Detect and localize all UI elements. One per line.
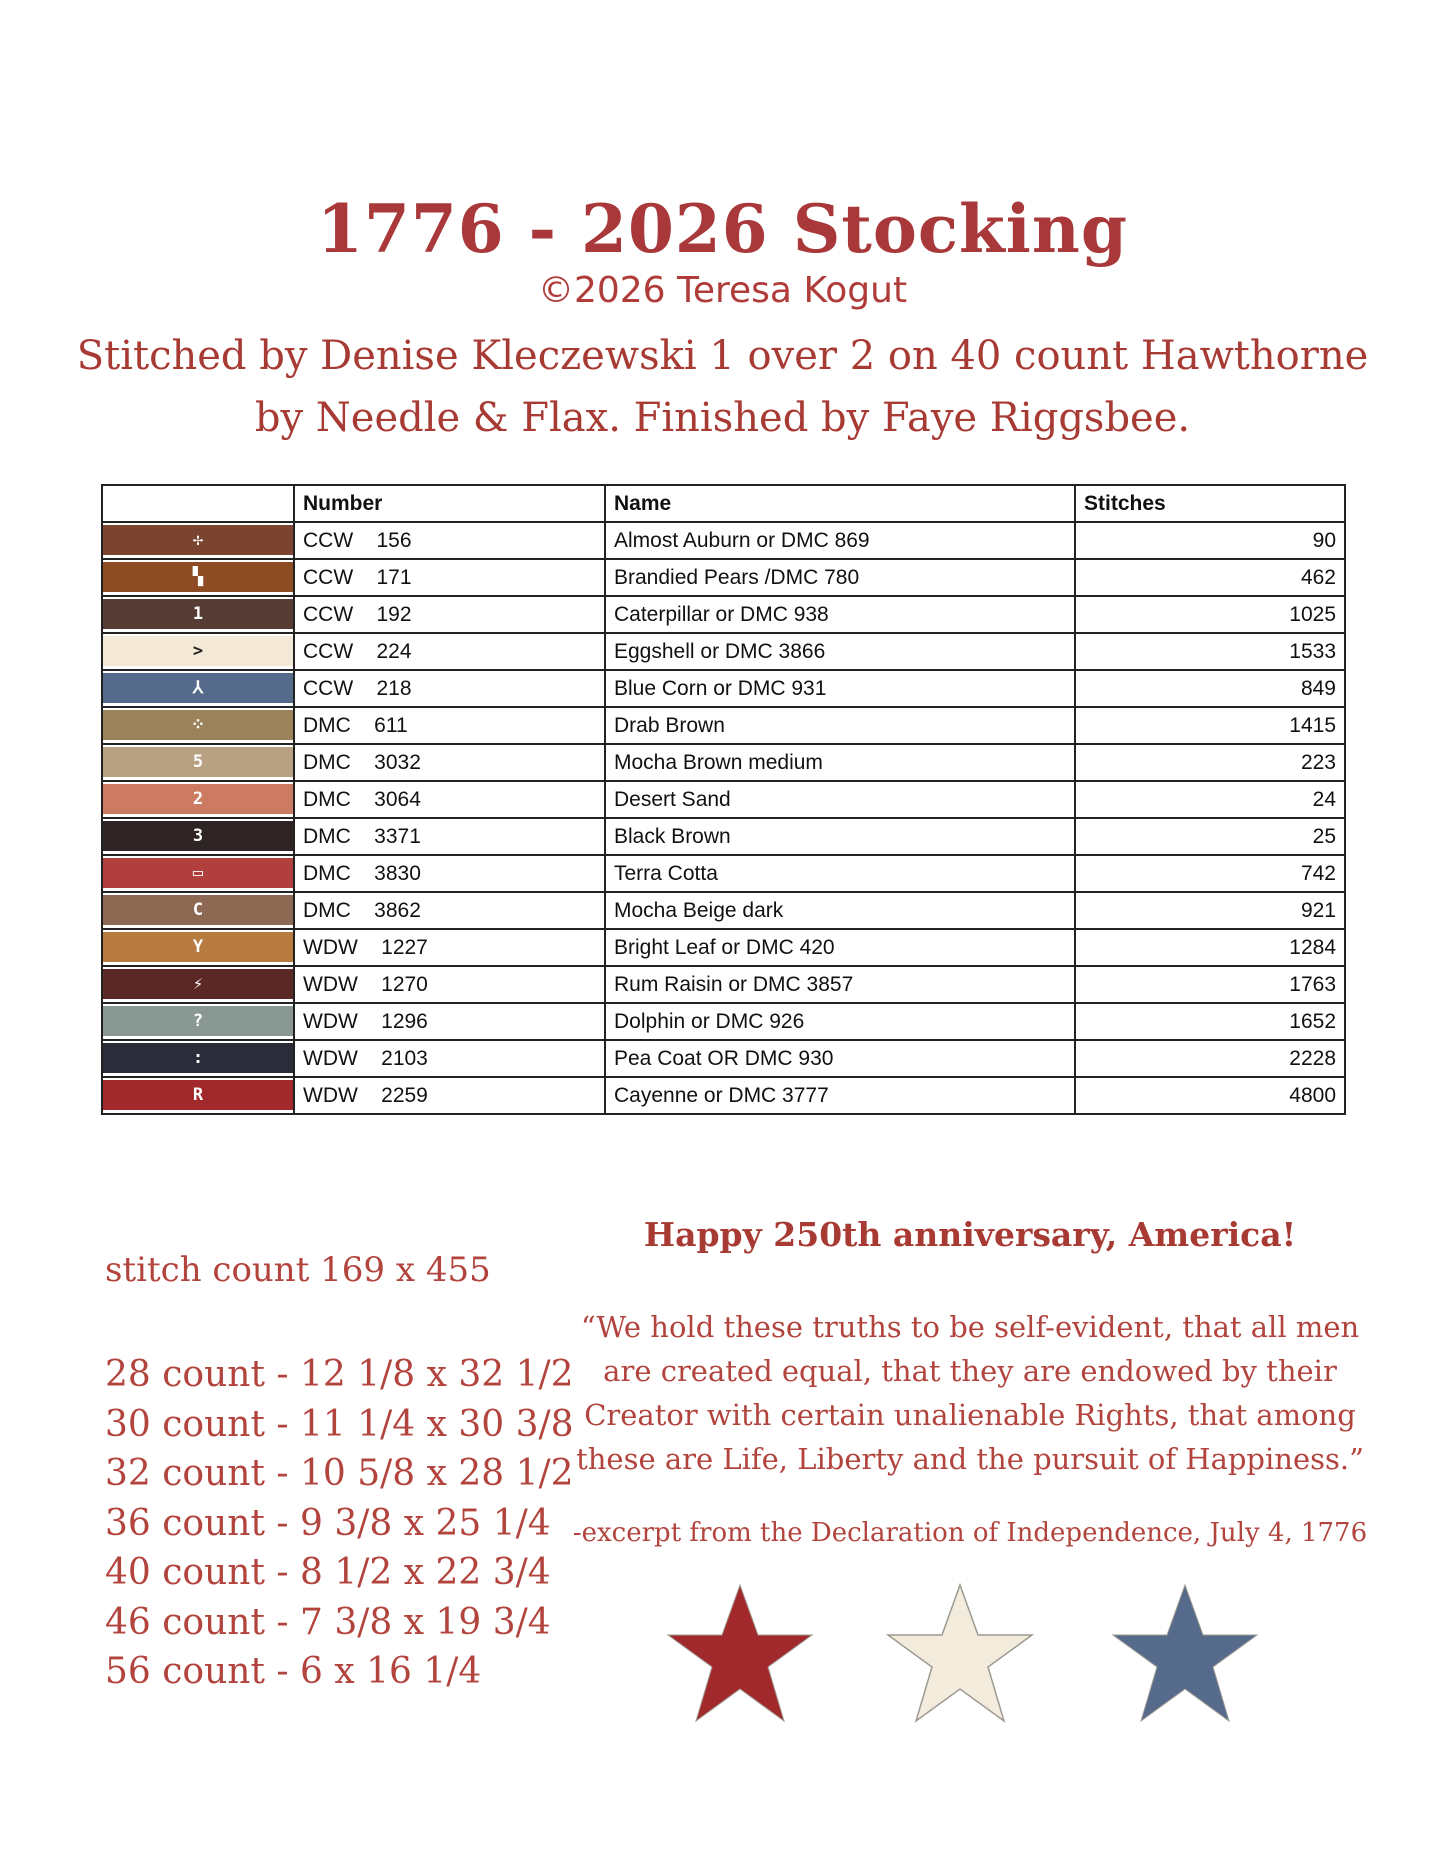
floss-number: CCW 224: [294, 633, 605, 670]
fabric-size-item: 28 count - 12 1/8 x 32 1/2: [105, 1354, 574, 1395]
floss-color-swatch-cell: [102, 781, 294, 818]
floss-color-swatch-cell: [102, 1003, 294, 1040]
quote-line: are created equal, that they are endowed by their: [603, 1354, 1337, 1388]
floss-name: Blue Corn or DMC 931: [605, 670, 1075, 707]
floss-symbol: ⅄: [103, 673, 293, 703]
floss-symbol: ?: [103, 1006, 293, 1036]
star-icon: [1113, 1585, 1257, 1721]
floss-color-swatch-cell: [102, 1040, 294, 1077]
floss-number: DMC 3862: [294, 892, 605, 929]
floss-color-swatch-cell: [102, 559, 294, 596]
quote-line: Creator with certain unalienable Rights, that among: [584, 1398, 1356, 1432]
floss-key-table: [101, 484, 1346, 1115]
table-row: [102, 966, 1345, 1003]
stitch-total: 921: [1075, 892, 1345, 929]
star-icon: [888, 1585, 1032, 1721]
table-row: [102, 633, 1345, 670]
number-header: Number: [294, 485, 605, 522]
floss-name: Pea Coat OR DMC 930: [605, 1040, 1075, 1077]
fabric-size-item: 32 count - 10 5/8 x 28 1/2: [105, 1453, 574, 1494]
floss-symbol: ✢: [103, 525, 293, 555]
table-header-row: [102, 485, 1345, 522]
floss-number: DMC 3032: [294, 744, 605, 781]
declaration-quote: [560, 1305, 1380, 1481]
floss-name: Mocha Beige dark: [605, 892, 1075, 929]
floss-color-swatch-cell: [102, 744, 294, 781]
floss-number: DMC 3064: [294, 781, 605, 818]
floss-symbol: ▚: [103, 562, 293, 592]
floss-symbol: :: [103, 1043, 293, 1073]
floss-color-swatch-cell: [102, 670, 294, 707]
floss-color-swatch-cell: [102, 596, 294, 633]
floss-number: WDW 2103: [294, 1040, 605, 1077]
floss-name: Caterpillar or DMC 938: [605, 596, 1075, 633]
floss-symbol: C: [103, 895, 293, 925]
floss-symbol: ⁘: [103, 710, 293, 740]
stitch-total: 1415: [1075, 707, 1345, 744]
fabric-size-item: 56 count - 6 x 16 1/4: [105, 1651, 482, 1692]
floss-number: CCW 192: [294, 596, 605, 633]
floss-color-swatch-cell: [102, 1077, 294, 1114]
stitch-total: 849: [1075, 670, 1345, 707]
table-row: [102, 818, 1345, 855]
star-icon: [668, 1585, 812, 1721]
fabric-size-item: 46 count - 7 3/8 x 19 3/4: [105, 1601, 551, 1643]
table-row: [102, 892, 1345, 929]
table-row: [102, 670, 1345, 707]
floss-name: Terra Cotta: [605, 855, 1075, 892]
fabric-size-item: 36 count - 9 3/8 x 25 1/4: [105, 1502, 551, 1544]
floss-number: CCW 156: [294, 522, 605, 559]
stitch-total: 1284: [1075, 929, 1345, 966]
stitched-by-text: [60, 325, 1385, 449]
copyright-line: ©2026 Teresa Kogut: [537, 270, 908, 311]
fabric-size-item: 40 count - 8 1/2 x 22 3/4: [105, 1552, 551, 1593]
floss-name: Desert Sand: [605, 781, 1075, 818]
floss-color-swatch-cell: [102, 522, 294, 559]
floss-number: DMC 611: [294, 707, 605, 744]
floss-symbol: Y: [103, 932, 293, 962]
floss-number: WDW 1270: [294, 966, 605, 1003]
table-row: [102, 1077, 1345, 1114]
floss-color-swatch-cell: [102, 707, 294, 744]
floss-number: WDW 1296: [294, 1003, 605, 1040]
fabric-size-list: [105, 1350, 574, 1697]
page-title: 1776 - 2026 Stocking: [316, 190, 1128, 268]
floss-color-swatch-cell: [102, 929, 294, 966]
stitch-count: stitch count 169 x 455: [105, 1250, 491, 1290]
stitch-total: 1533: [1075, 633, 1345, 670]
floss-name: Dolphin or DMC 926: [605, 1003, 1075, 1040]
floss-name: Brandied Pears /DMC 780: [605, 559, 1075, 596]
floss-key-rows: [102, 522, 1345, 1114]
fabric-size-item: 30 count - 11 1/4 x 30 3/8: [105, 1403, 574, 1445]
floss-name: Eggshell or DMC 3866: [605, 633, 1075, 670]
stitch-total: 223: [1075, 744, 1345, 781]
table-row: [102, 559, 1345, 596]
table-row: [102, 744, 1345, 781]
floss-number: DMC 3830: [294, 855, 605, 892]
floss-name: Mocha Brown medium: [605, 744, 1075, 781]
floss-name: Drab Brown: [605, 707, 1075, 744]
floss-symbol: 5: [103, 747, 293, 777]
floss-symbol: ▭: [103, 858, 293, 888]
table-row: [102, 707, 1345, 744]
floss-color-swatch-cell: [102, 818, 294, 855]
floss-color-swatch-cell: [102, 892, 294, 929]
floss-number: DMC 3371: [294, 818, 605, 855]
stitch-total: 742: [1075, 855, 1345, 892]
anniversary-heading: Happy 250th anniversary, America!: [643, 1215, 1297, 1254]
floss-name: Almost Auburn or DMC 869: [605, 522, 1075, 559]
floss-symbol: 1: [103, 599, 293, 629]
floss-symbol: 2: [103, 784, 293, 814]
floss-number: CCW 218: [294, 670, 605, 707]
floss-symbol: ⚡: [103, 969, 293, 999]
stitch-total: 1025: [1075, 596, 1345, 633]
stars-row: [660, 1575, 1310, 1745]
stitch-total: 2228: [1075, 1040, 1345, 1077]
stitched-line-1: Stitched by Denise Kleczewski 1 over 2 on 40 count Hawthorne: [76, 333, 1369, 379]
table-row: [102, 522, 1345, 559]
stitches-header: Stitches: [1075, 485, 1345, 522]
table-row: [102, 1040, 1345, 1077]
stitch-total: 90: [1075, 522, 1345, 559]
name-header: Name: [605, 485, 1075, 522]
floss-color-swatch-cell: [102, 966, 294, 1003]
floss-color-swatch-cell: [102, 633, 294, 670]
table-row: [102, 1003, 1345, 1040]
floss-color-swatch-cell: [102, 855, 294, 892]
stitch-total: 4800: [1075, 1077, 1345, 1114]
stitch-total: 1763: [1075, 966, 1345, 1003]
floss-name: Bright Leaf or DMC 420: [605, 929, 1075, 966]
floss-number: WDW 2259: [294, 1077, 605, 1114]
floss-number: CCW 171: [294, 559, 605, 596]
symbol-header: [102, 485, 294, 522]
floss-symbol: >: [103, 636, 293, 666]
table-row: [102, 596, 1345, 633]
table-row: [102, 781, 1345, 818]
stitch-total: 25: [1075, 818, 1345, 855]
floss-symbol: 3: [103, 821, 293, 851]
table-row: [102, 929, 1345, 966]
stitch-total: 462: [1075, 559, 1345, 596]
stitch-total: 1652: [1075, 1003, 1345, 1040]
quote-line: “We hold these truths to be self-evident, that all men: [580, 1310, 1360, 1344]
stitch-total: 24: [1075, 781, 1345, 818]
floss-name: Black Brown: [605, 818, 1075, 855]
stitched-line-2: by Needle & Flax. Finished by Faye Riggsbee.: [254, 395, 1191, 441]
floss-name: Cayenne or DMC 3777: [605, 1077, 1075, 1114]
table-row: [102, 855, 1345, 892]
excerpt-credit: -excerpt from the Declaration of Independence, July 4, 1776: [572, 1518, 1368, 1548]
floss-name: Rum Raisin or DMC 3857: [605, 966, 1075, 1003]
floss-number: WDW 1227: [294, 929, 605, 966]
floss-symbol: R: [103, 1080, 293, 1110]
quote-line: these are Life, Liberty and the pursuit of Happiness.”: [576, 1442, 1364, 1476]
